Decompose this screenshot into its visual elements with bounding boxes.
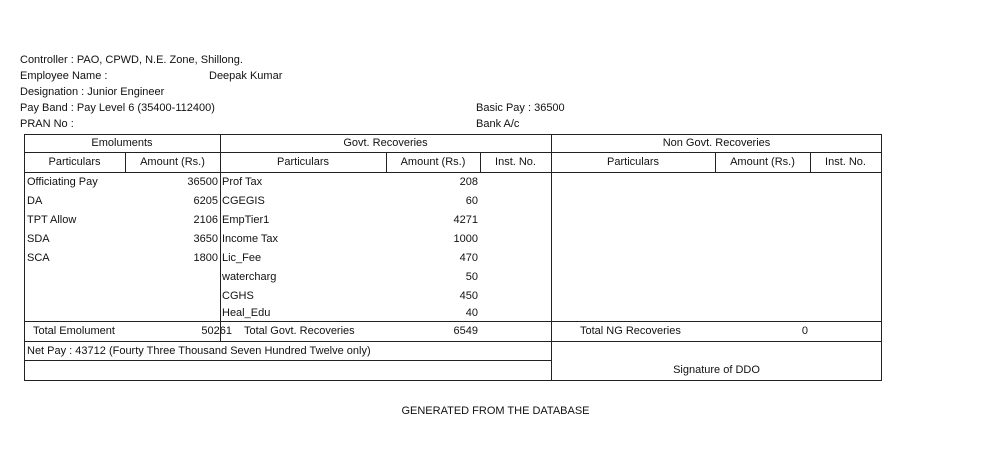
govt-recovery-amount: 450 [459,290,478,302]
total-emolument-value: 50261 [201,325,232,337]
pay-table [24,134,882,381]
emolument-name: TPT Allow [27,214,77,226]
col-inst-nongovt: Inst. No. [825,156,866,168]
govt-recovery-name: watercharg [222,271,277,283]
govt-recovery-name: EmpTier1 [222,214,270,226]
basic-pay: Basic Pay : 36500 [476,102,565,114]
emolument-name: SDA [27,233,50,245]
govt-recoveries-heading: Govt. Recoveries [343,137,428,149]
total-govt-value: 6549 [453,325,478,337]
col-inst-govt: Inst. No. [495,156,536,168]
designation-line: Designation : Junior Engineer [20,86,165,98]
total-govt-label: Total Govt. Recoveries [244,325,355,337]
generated-footer: GENERATED FROM THE DATABASE [401,405,590,417]
emolument-name: Officiating Pay [27,176,98,188]
emolument-name: DA [27,195,43,207]
col-amount-emoluments: Amount (Rs.) [140,156,205,168]
col-particulars-nongovt: Particulars [607,156,659,168]
employee-label: Employee Name : [20,70,108,82]
emolument-amount: 36500 [187,176,218,188]
col-particulars-govt: Particulars [277,156,329,168]
pay-band-line: Pay Band : Pay Level 6 (35400-112400) [20,102,215,114]
col-particulars-emoluments: Particulars [48,156,101,168]
govt-recovery-amount: 50 [465,271,478,283]
govt-recovery-name: Prof Tax [222,176,263,188]
total-emolument-label: Total Emolument [33,325,115,337]
col-amount-nongovt: Amount (Rs.) [730,156,795,168]
emolument-amount: 2106 [193,214,218,226]
ddo-signature: Signature of DDO [673,364,760,376]
govt-recovery-amount: 4271 [453,214,478,226]
emolument-amount: 1800 [193,252,218,264]
bank-account: Bank A/c [476,118,520,130]
emoluments-heading: Emoluments [91,137,153,149]
govt-recovery-amount: 208 [459,176,478,188]
govt-recovery-name: Lic_Fee [222,252,262,264]
govt-recovery-amount: 1000 [453,233,478,245]
non-govt-recoveries-heading: Non Govt. Recoveries [662,137,771,149]
govt-recovery-name: CGEGIS [222,195,265,207]
govt-recovery-name: Heal_Edu [222,307,271,319]
emolument-name: SCA [27,252,50,264]
net-pay: Net Pay : 43712 (Fourty Three Thousand Seven Hundred Twelve only) [27,345,371,357]
govt-recovery-name: CGHS [222,290,254,302]
govt-recovery-name: Income Tax [222,233,279,245]
col-amount-govt: Amount (Rs.) [400,156,466,168]
govt-recovery-amount: 60 [465,195,478,207]
emolument-amount: 3650 [193,233,218,245]
controller-line: Controller : PAO, CPWD, N.E. Zone, Shillong. [20,54,243,66]
total-ng-label: Total NG Recoveries [580,325,681,337]
total-ng-value: 0 [801,325,808,337]
govt-recovery-amount: 470 [459,252,478,264]
pran-line: PRAN No : [20,118,74,130]
emolument-amount: 6205 [193,195,218,207]
govt-recovery-amount: 40 [465,307,478,319]
employee-name: Deepak Kumar [209,70,283,82]
